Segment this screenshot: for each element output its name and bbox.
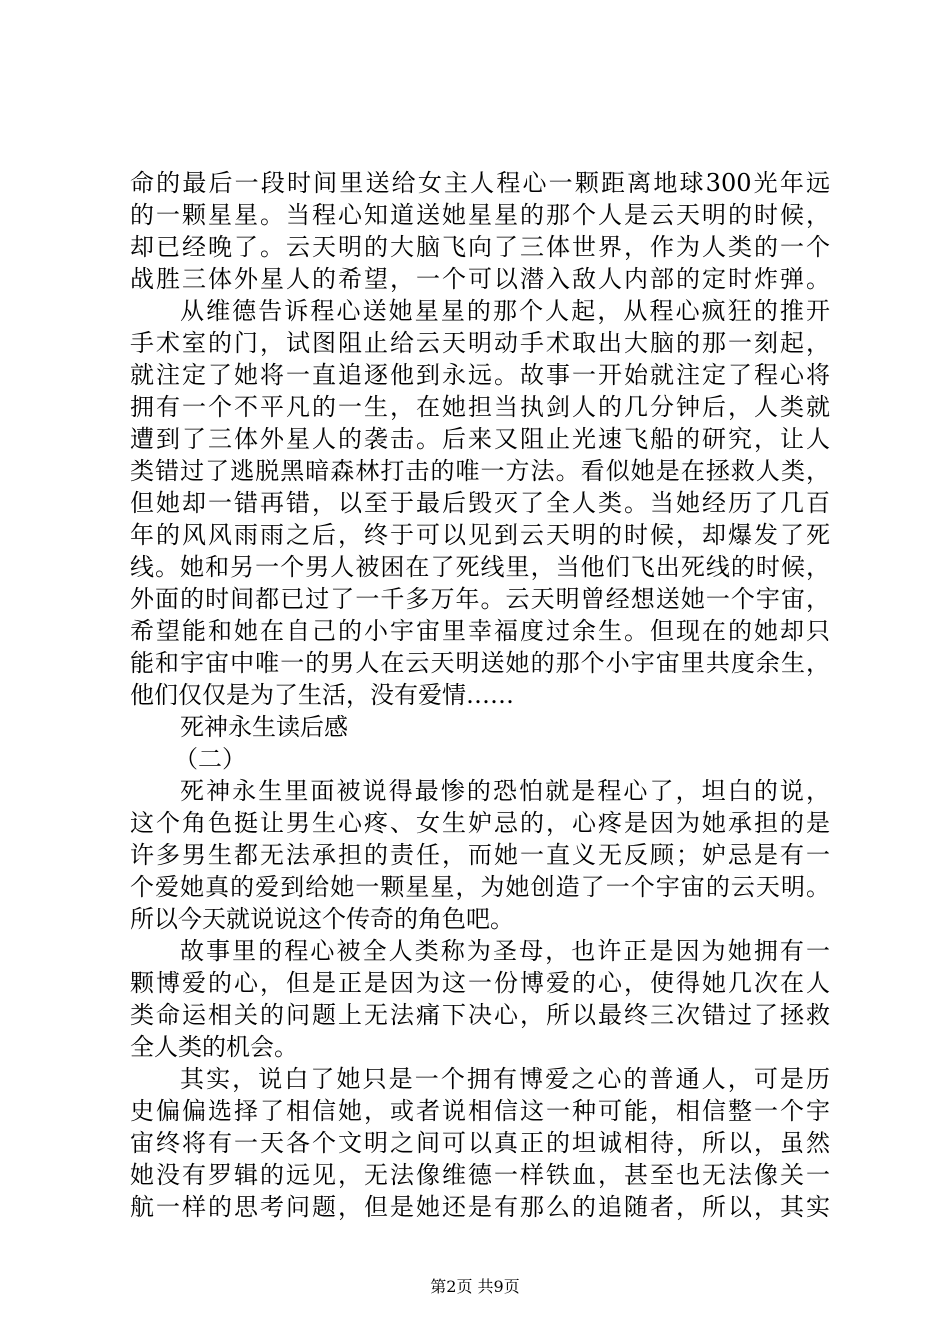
text-line: 所以今天就说说这个传奇的角色吧。 — [130, 905, 514, 933]
text-line: 但她却一错再错，以至于最后毁灭了全人类。当她经历了几百 — [130, 489, 830, 517]
text-line: 遭到了三体外星人的袭击。后来又阻止光速飞船的研究，让人 — [130, 425, 830, 453]
page-number-label: 第2页 共9页 — [430, 1277, 520, 1296]
text-line: 能和宇宙中唯一的男人在云天明送她的那个小宇宙里共度余生， — [130, 649, 830, 677]
section-heading: 死神永生读后感 — [180, 713, 348, 741]
text-line: 战胜三体外星人的希望，一个可以潜入敌人内部的定时炸弹。 — [130, 265, 830, 293]
text-line: 命的最后一段时间里送给女主人程心一颗距离地球300光年远 — [130, 169, 830, 197]
text-line: 这个角色挺让男生心疼、女生妒忌的，心疼是因为她承担的是 — [130, 809, 830, 837]
section-number: （二） — [174, 745, 246, 773]
text-line: 故事里的程心被全人类称为圣母，也许正是因为她拥有一 — [180, 937, 830, 965]
text-line: 史偏偏选择了相信她，或者说相信这一种可能，相信整一个宇 — [130, 1097, 830, 1125]
text-line: 外面的时间都已过了一千多万年。云天明曾经想送她一个宇宙， — [130, 585, 830, 613]
text-line: 全人类的机会。 — [130, 1033, 298, 1061]
text-line: 的一颗星星。当程心知道送她星星的那个人是云天明的时候， — [130, 201, 830, 229]
text-line: 个爱她真的爱到给她一颗星星，为她创造了一个宇宙的云天明。 — [130, 873, 830, 901]
text-line: 颗博爱的心，但是正是因为这一份博爱的心，使得她几次在人 — [130, 969, 830, 997]
text-line: 却已经晚了。云天明的大脑飞向了三体世界，作为人类的一个 — [130, 233, 830, 261]
text-line: 手术室的门，试图阻止给云天明动手术取出大脑的那一刻起， — [130, 329, 830, 357]
text-line: 拥有一个不平凡的一生，在她担当执剑人的几分钟后，人类就 — [130, 393, 830, 421]
body-text — [130, 167, 830, 1223]
text-line: 许多男生都无法承担的责任，而她一直义无反顾；妒忌是有一 — [130, 841, 830, 869]
text-line: 类命运相关的问题上无法痛下决心，所以最终三次错过了拯救 — [130, 1001, 830, 1029]
text-line: 他们仅仅是为了生活，没有爱情…… — [130, 681, 514, 709]
text-line: 类错过了逃脱黑暗森林打击的唯一方法。看似她是在拯救人类， — [130, 457, 830, 485]
text-line: 年的风风雨雨之后，终于可以见到云天明的时候，却爆发了死 — [130, 521, 830, 549]
text-line: 线。她和另一个男人被困在了死线里，当他们飞出死线的时候， — [130, 553, 830, 581]
text-line: 死神永生里面被说得最惨的恐怕就是程心了，坦白的说， — [180, 777, 830, 805]
text-line: 航一样的思考问题，但是她还是有那么的追随者，所以，其实 — [130, 1193, 830, 1221]
text-line: 其实，说白了她只是一个拥有博爱之心的普通人，可是历 — [180, 1065, 830, 1093]
text-line: 希望能和她在自己的小宇宙里幸福度过余生。但现在的她却只 — [130, 617, 830, 645]
text-line: 宙终将有一天各个文明之间可以真正的坦诚相待，所以，虽然 — [130, 1129, 830, 1157]
text-line: 她没有罗辑的远见，无法像维德一样铁血，甚至也无法像关一 — [130, 1161, 830, 1189]
text-line: 从维德告诉程心送她星星的那个人起，从程心疯狂的推开 — [180, 297, 830, 325]
text-line: 就注定了她将一直追逐他到永远。故事一开始就注定了程心将 — [130, 361, 830, 389]
page-footer — [0, 1276, 950, 1298]
